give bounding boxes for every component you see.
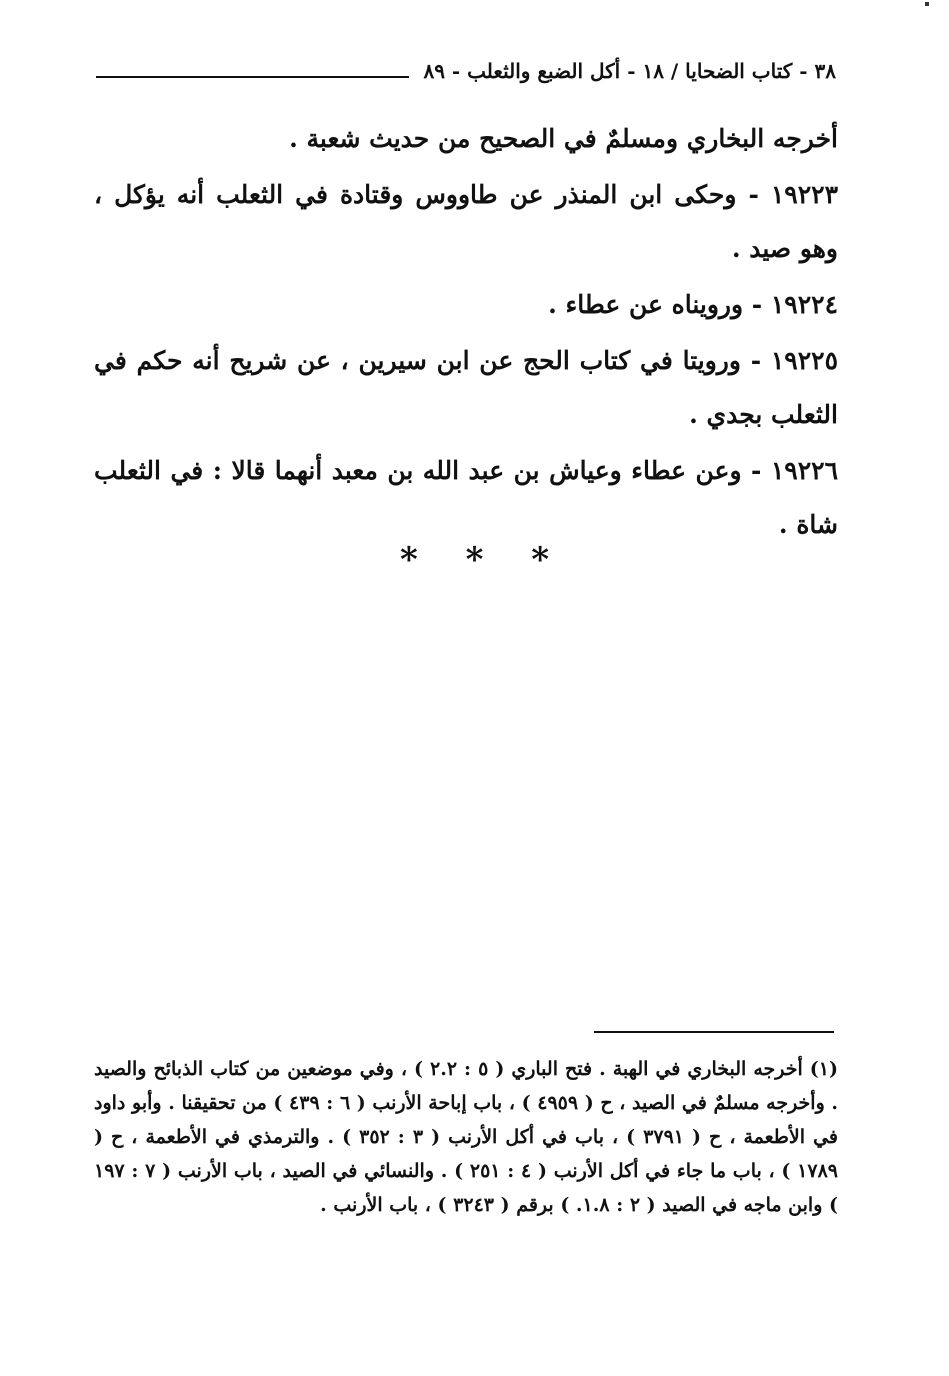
running-title: ٣٨ - كتاب الضحايا / ١٨ - أكل الضبع والثعلب - ٨٩ (423, 59, 836, 83)
footnote-rule (594, 1031, 834, 1033)
paragraph-19223: ١٩٢٢٣ - وحكى ابن المنذر عن طاووس وقتادة في الثعلب أنه يؤكل ، وهو صيد . (94, 180, 838, 263)
running-header (96, 54, 836, 88)
footnote: (١) أخرجه البخاري في الهبة . فتح الباري ( ٥ : ٢.٢ ) ، وفي موضعين من كتاب الذبائح والصيد . وأخرجه مسلمٌ في الصيد ، ح ( ٤٩٥٩ ) ، باب إباحة الأرنب ( ٦ : ٤٣٩ ) من تحقيقنا . وأبو داود في الأطعمة ، ح ( ٣٧٩١ ) ، باب في أكل الأرنب ( ٣ : ٣٥٢ ) . والترمذي في الأطعمة ، ح ( ١٧٨٩ ) ، باب ما جاء في أكل الأرنب ( ٤ : ٢٥١ ) . والنسائي في الصيد ، باب الأرنب ( ٧ : ١٩٧ ) وابن ماجه في الصيد ( ٢ : ١.٨. ) برقم ( ٣٢٤٣ ) ، باب الأرنب . (94, 1058, 839, 1216)
scan-speck (925, 2, 929, 6)
section-separator: * * * (399, 540, 549, 580)
paragraph-19226: ١٩٢٢٦ - وعن عطاء وعياش بن عبد الله بن معبد أنهما قالا : في الثعلب شاة . (94, 456, 838, 539)
paragraph-19225: ١٩٢٢٥ - ورويتا في كتاب الحج عن ابن سيرين ، عن شريح أنه حكم في الثعلب بجدي . (94, 346, 838, 429)
header-rule (96, 76, 409, 78)
paragraph-19224: ١٩٢٢٤ - ورويناه عن عطاء . (548, 290, 838, 319)
paragraph-intro: أخرجه البخاري ومسلمٌ في الصحيح من حديث شعبة . (289, 124, 838, 153)
main-text (94, 112, 838, 554)
